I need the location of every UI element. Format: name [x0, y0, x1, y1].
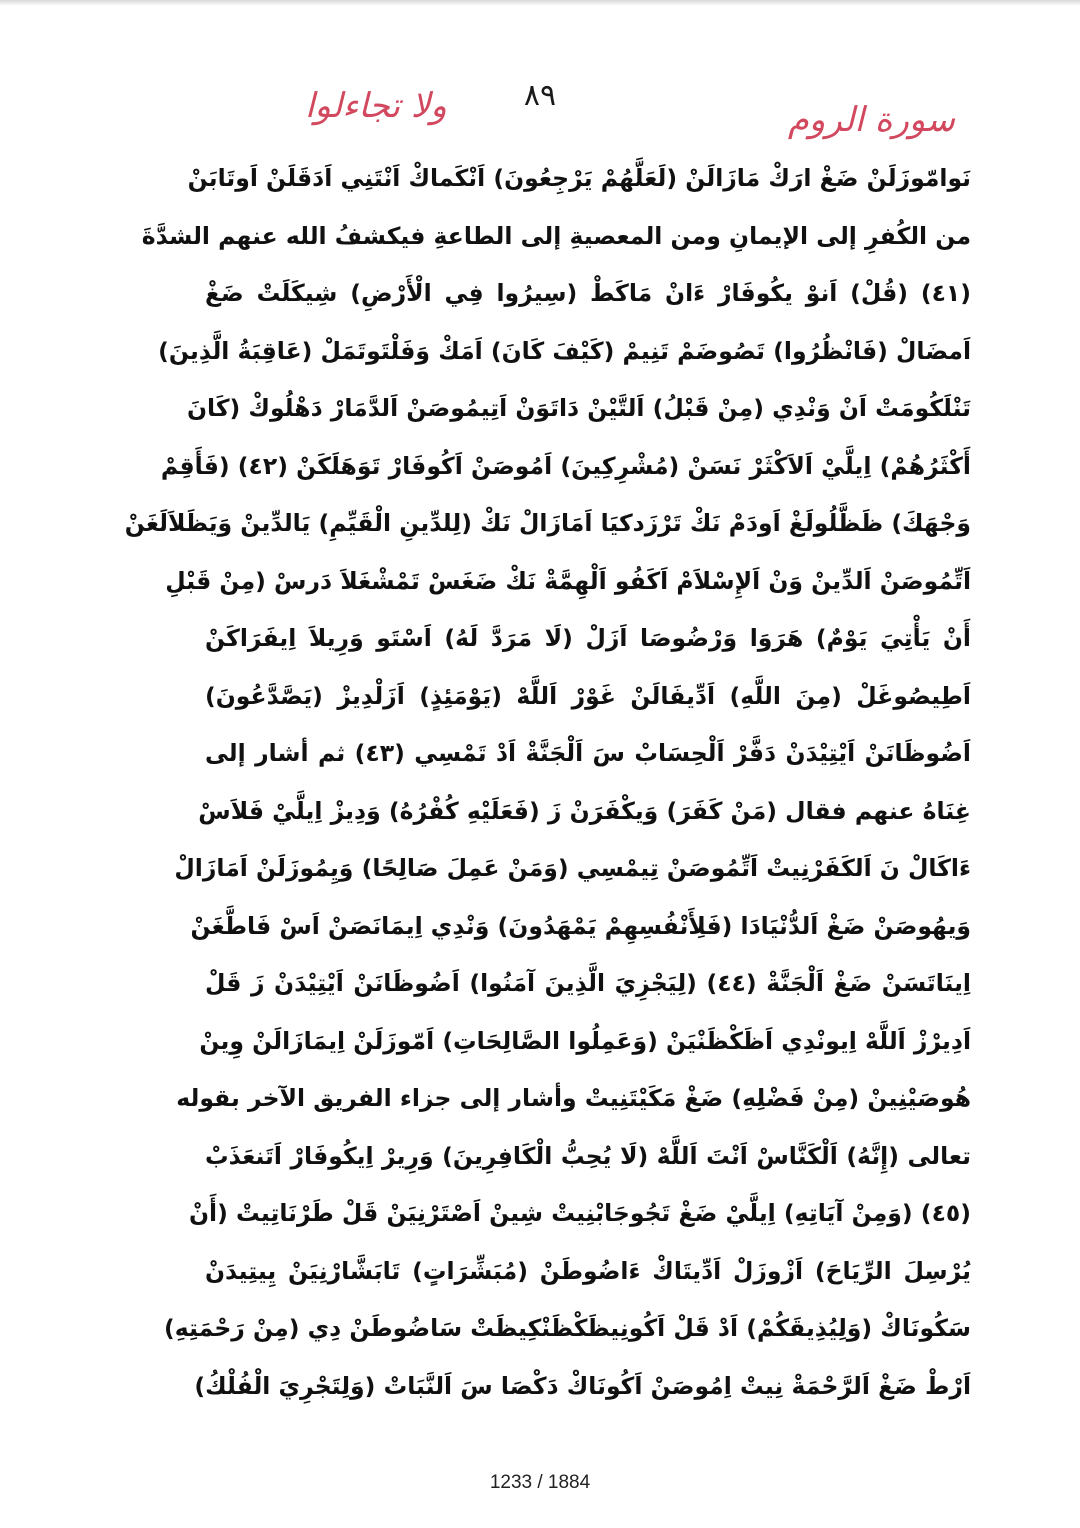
- surah-name-note: سورة الروم: [787, 100, 955, 140]
- text-line: سَكُونَاكْ (وَلِيُذِيقَكُمْ) اَدْ قَلْ اَكُونِيظَكْظَنْكِيظَتْ سَاضُوطَنْ دِي (مِنْ رَحْمَتِهِ): [164, 1314, 971, 1342]
- page-number: ٨٩: [523, 78, 557, 113]
- text-line: اَمضَالْ (فَانْظُرُوا) تَصُوضَمْ تَنِيمْ (كَيْفَ كَانَ) اَمَكْ وَفَلْتَوتَمَلْ (عَاقِبَةُ الَّذِينَ): [158, 336, 971, 365]
- text-line: اَرْطْ ضَغْ اَلرَّحْمَةْ نِيتْ اِمُوصَنْ اَكُونَاكْ دَكْصَا سَ اَلنَّبَاتْ (وَلِتَجْرِيَ الْفُلْكُ): [194, 1371, 971, 1400]
- text-line: اِينَاتَسَنْ ضَغْ اَلْجَنَّةْ (٤٤) (لِيَجْزِيَ الَّذِينَ آمَنُوا) اَضُوظَانَنْ اَيْتِيْدَنْ زَ قَلْ: [205, 969, 971, 997]
- text-line: اَدِيرْزْ اَللَّهْ اِيونْدِي اَظَكْظَنْيَنْ (وَعَمِلُوا الصَّالِحَاتِ) اَمّوزَلَنْ اِيمَازَالَنْ وِينْ: [199, 1026, 971, 1055]
- section-note: ولا تجاءلوا: [305, 86, 447, 126]
- text-line: وَيهُوصَنْ ضَغْ اَلدُّنْيَادَا (فَلِأَنْفُسِهِمْ يَمْهَدُونَ) وَنْدِي اِيمَانَصَنْ اَسْ فَاطَّغَنْ: [190, 911, 971, 940]
- text-line: تَنْلَكُومَتْ اَنْ وَنْدِي (مِنْ قَبْلُ) اَلتَّيْنْ دَاتَوَنْ اَتِيمُوصَنْ اَلدَّمَارْ دَهْلُوكْ (كَانَ: [186, 394, 971, 422]
- body-text: [124, 150, 971, 1415]
- page-counter: 1233 / 1884: [489, 1472, 591, 1493]
- text-line: من الكُفرِ إلى الإيمانِ ومن المعصيةِ إلى الطاعةِ فيكشفُ الله عنهم الشدَّةَ: [141, 221, 971, 250]
- text-line: أَنْ يَأْتِيَ يَوْمٌ) هَرَوَا وَرْضُوصَا اَزَلْ (لَا مَرَدَّ لَهُ) اَسْتَو وَرِيلاَ اِيفَرَاكَنْ: [205, 624, 971, 652]
- text-line: هُوصَيْنِينْ (مِنْ فَضْلِهِ) ضَغْ مَكَيْتَنِيتْ وأشار إلى جزاء الفريق الآخر بقوله: [176, 1084, 971, 1112]
- text-line: أَكْثَرُهُمْ) اِيلَّيْ اَلاَكْثَرْ نَسَنْ (مُشْرِكِينَ) اَمُوصَنْ اَكُوفَارْ تَوَهَلَكَنْ (٤٢) (فَأَقِمْ: [160, 451, 971, 480]
- text-line: وَجْهَكَ) ظَظَّلُولَغْ اَودَمْ نَكْ تَرْزَدكيَا اَمَازَالْ نَكْ (لِلدِّينِ الْقَيِّمِ) يَالدِّينْ وَيَظَلاَلَغَنْ: [124, 509, 971, 537]
- text-line: تعالى (إِنَّهُ) اَلْكَنَّاسْ اَنْتَ اَللَّهْ (لَا يُحِبُّ الْكَافِرِينَ) وَرِيرْ اِيكُوفَارْ اَتَنعَذَبْ: [205, 1141, 971, 1170]
- text-line: غِنَاهُ عنهم فقال (مَنْ كَفَرَ) وَيكْفَرَنْ زَ (فَعَلَيْهِ كُفْرُهُ) وَدِيزْ اِيلَّيْ فَلاَسْ: [198, 796, 971, 825]
- text-line: (٤٥) (وَمِنْ آيَاتِهِ) اِيلَّيْ ضَغْ تَجُوجَابْنِيتْ شِينْ اَصْتَرْنِيَنْ قَلْ طَرْنَاتِيتْ (أَنْ: [188, 1199, 971, 1227]
- text-line: (٤١) (قُلْ) اَنوْ يكُوفَارْ ءَانْ مَاكَطْ (سِيرُوا فِي الْأَرْضِ) شِيكَلَتْ ضَغْ: [205, 279, 971, 307]
- text-line: اَضُوظَانَنْ اَيْتِيْدَنْ دَفَّرْ اَلْحِسَابْ سَ اَلْجَنَّةْ اَدْ تَمْسِي (٤٣) ثم أشار إلى: [205, 739, 971, 767]
- text-line: اَطِيصُوغَلْ (مِنَ اللَّهِ) اَدِّيفَالَنْ غَوْرْ اَللَّهْ (يَوْمَئِذٍ) اَزَلْدِيزْ (يَصَّدَّعُونَ): [205, 681, 971, 710]
- text-line: نَوامّوزَلَنْ ضَغْ ارَكْ مَازَالَنْ (لَعَلَّهُمْ يَرْجِعُونَ) اَنْكَماكْ اَنْتَنِي اَدَقَلَنْ اَوتَابَنْ: [187, 164, 971, 192]
- scan-top-edge: [0, 0, 1080, 6]
- text-line: ءَاكَالْ نَ اَلكَفَرْنِيتْ اَتِّمُوصَنْ تِيمْسِي (وَمَنْ عَمِلَ صَالِحًا) وَيِمُوزَلَنْ اَمَازَالْ: [174, 854, 971, 882]
- text-line: يُرْسِلَ الرِّيَاحَ) اَزْوزَلْ اَدِّيتَاكْ ءَاضُوطَنْ (مُبَشِّرَاتٍ) تَابَشَّارْنِيَنْ يِيتِيدَنْ: [205, 1256, 971, 1285]
- text-line: اَتِّمُوصَنْ اَلدِّينْ وَنْ اَلإِسْلاَمْ اَكَفُو اَلْهِمَّةْ نَكْ ضَغَسْ تَمْشْغَلاَ دَرسْ (مِنْ قَبْلِ: [165, 566, 971, 595]
